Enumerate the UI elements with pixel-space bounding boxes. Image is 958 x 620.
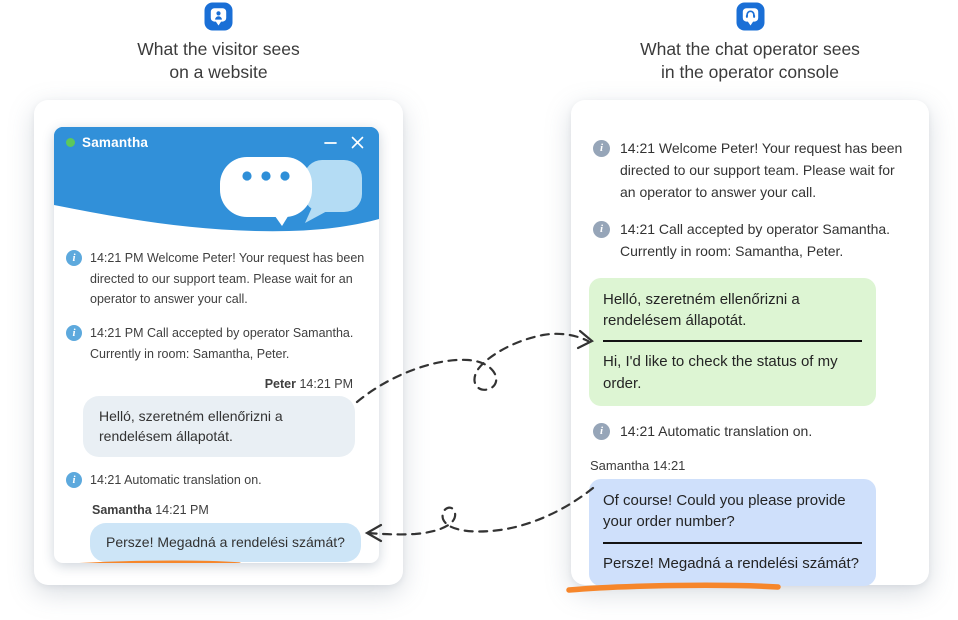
visitor-chat-icon xyxy=(204,2,233,31)
close-icon xyxy=(350,135,365,150)
message-time: 14:21 PM xyxy=(299,377,353,392)
operator-message-meta xyxy=(92,503,367,517)
system-message-translation-on xyxy=(589,421,903,443)
info-icon: i xyxy=(66,325,82,341)
operator-chat-icon xyxy=(736,2,765,31)
info-icon: i xyxy=(593,423,610,440)
operator-section-title-line2: in the operator console xyxy=(660,62,840,82)
visitor-section-title-line2: on a website xyxy=(169,62,268,82)
translation-on-text: 14:21 Automatic translation on. xyxy=(90,472,262,487)
chat-widget-header xyxy=(54,127,379,235)
visitor-message-with-translation xyxy=(589,278,876,406)
system-message-call-accepted xyxy=(589,219,903,263)
message-time: 14:21 PM xyxy=(155,503,209,518)
info-icon: i xyxy=(593,140,610,157)
visitor-panel-card xyxy=(34,100,403,585)
visitor-section-title-line1: What the visitor sees xyxy=(137,39,300,59)
operator-message-bubble: Persze! Megadná a rendelési számát? xyxy=(90,523,361,561)
minimize-icon xyxy=(323,135,338,150)
system-message-translation-on xyxy=(66,470,367,491)
system-message-text: 14:21 PM Welcome Peter! Your request has been directed to our support team. Please wait for an operator to answer your call. xyxy=(90,251,365,307)
info-icon: i xyxy=(593,221,610,238)
system-message-text: 14:21 Call accepted by operator Samantha. Currently in room: Samantha, Peter. xyxy=(620,220,891,259)
original-text: Helló, szeretném ellenőrizni a rendelésem állapotát. xyxy=(603,290,800,330)
translation-on-text: 14:21 Automatic translation on. xyxy=(620,423,813,440)
widget-title-bar xyxy=(54,127,379,157)
widget-operator-name: Samantha xyxy=(82,134,149,150)
system-message-call-accepted xyxy=(66,323,367,364)
operator-message-meta: Samantha 14:21 xyxy=(590,458,686,473)
system-message-welcome xyxy=(589,138,903,204)
translated-text: Hi, I'd like to check the status of my order. xyxy=(603,353,838,392)
operator-console-message-list xyxy=(571,100,929,586)
info-icon: i xyxy=(66,472,82,488)
original-text: Of course! Could you please provide your order number? xyxy=(603,492,846,531)
minimize-button[interactable] xyxy=(320,132,340,152)
translated-text: Persze! Megadná a rendelési számát? xyxy=(603,554,859,572)
close-button[interactable] xyxy=(347,132,367,152)
operator-message-with-translation xyxy=(589,479,876,586)
operator-panel-card xyxy=(571,100,929,585)
translation-divider xyxy=(603,542,862,544)
online-status-dot xyxy=(66,138,75,147)
translation-divider xyxy=(603,340,862,342)
system-message-text: 14:21 PM Call accepted by operator Samantha. Currently in room: Samantha, Peter. xyxy=(90,325,354,361)
visitor-message-meta xyxy=(66,377,353,391)
message-author: Samantha xyxy=(92,503,152,518)
widget-message-list xyxy=(54,235,379,562)
visitor-section-header xyxy=(34,2,403,84)
system-message-text: 14:21 Welcome Peter! Your request has been directed to our support team. Please wait for an operator to answer your call. xyxy=(620,140,903,200)
operator-section-header xyxy=(571,2,929,84)
system-message-welcome xyxy=(66,248,367,310)
info-icon: i xyxy=(66,250,82,266)
operator-section-title-line1: What the chat operator sees xyxy=(640,39,860,59)
message-author: Peter xyxy=(264,377,296,392)
visitor-chat-widget xyxy=(54,127,379,563)
visitor-message-bubble: Helló, szeretném ellenőrizni a rendelésem állapotát. xyxy=(83,396,355,457)
